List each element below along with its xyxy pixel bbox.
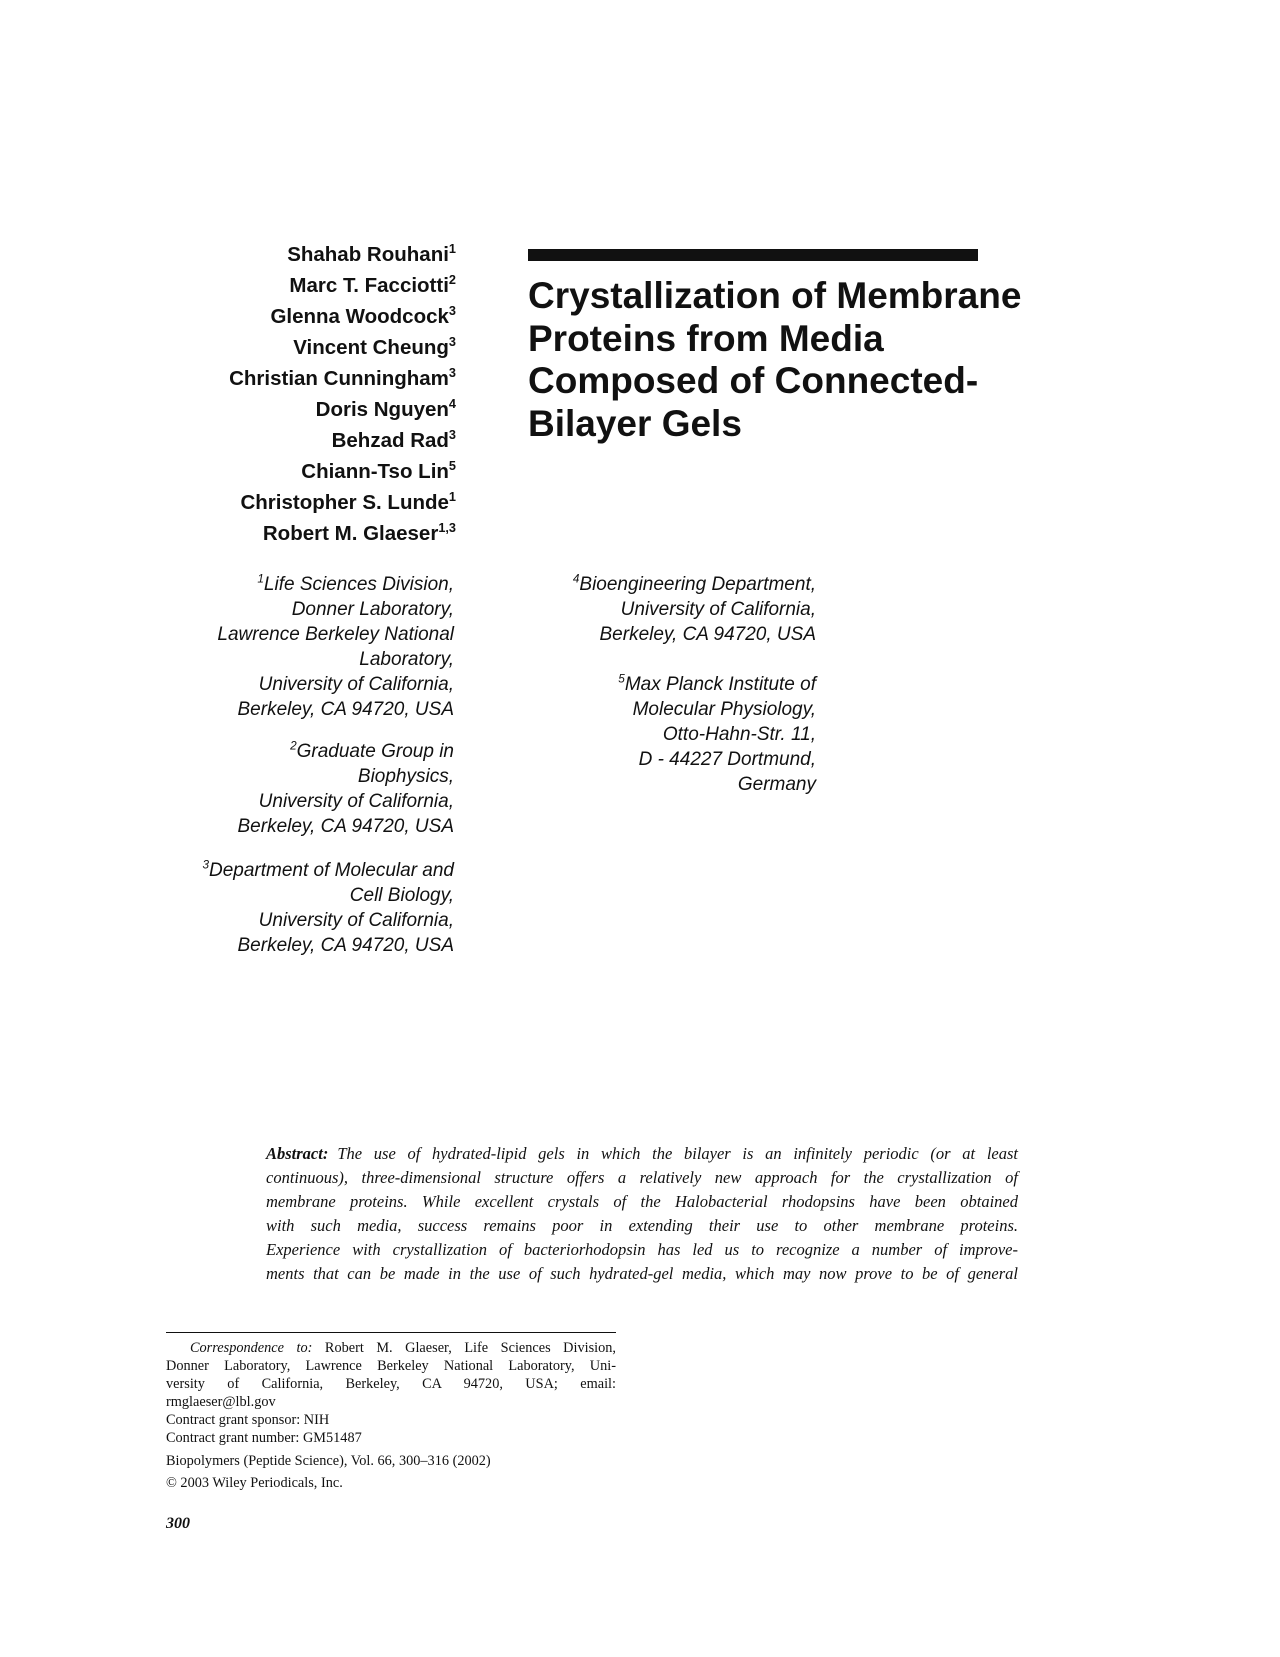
affiliation-4: $^4$Bioengineering Department, University of California, Berkeley, CA 94720, USA [572,572,816,645]
title-line: Proteins from Media [528,317,884,359]
paper-title [528,275,1088,445]
abstract-line: ments that can be made in the use of such hydrated-gel media, which may now prove to be of general [266,1264,1018,1283]
affiliation-1: $^1$Life Sciences Division, Donner Laboratory, Lawrence Berkeley National Laboratory, University of California, Berkeley, CA 94720, USA [217,572,454,720]
footnote-rule [166,1332,616,1333]
abstract-line: membrane proteins. While excellent crystals of the Halobacterial rhodopsins have been obtained [266,1192,1018,1211]
title-rule [528,249,978,261]
abstract-line: with such media, success remains poor in extending their use to other membrane proteins. [266,1216,1018,1235]
copyright: © 2003 Wiley Periodicals, Inc. [166,1475,343,1491]
abstract [266,1142,1018,1286]
abstract-label: Abstract: [266,1144,329,1163]
author: Behzad Rad$^3$ [331,427,456,452]
author: Marc T. Facciotti$^2$ [289,272,456,297]
author: Glenna Woodcock$^3$ [270,303,456,328]
author: Chiann-Tso Lin$^5$ [301,458,456,483]
affiliation-3: $^3$Department of Molecular and Cell Biology, University of California, Berkeley, CA 94720, USA [202,858,454,956]
page-number: 300 [166,1515,190,1532]
author-list [150,239,456,549]
abstract-line: continuous), three-dimensional structure offers a relatively new approach for the crystallization of [266,1168,1018,1187]
affiliation-5: $^5$Max Planck Institute of Molecular Physiology, Otto-Hahn-Str. 11, D - 44227 Dortmund, Germany [618,672,816,795]
title-line: Composed of Connected- [528,360,979,401]
title-line: Bilayer Gels [528,402,742,444]
author: Vincent Cheung$^3$ [293,334,456,359]
author: Christian Cunningham$^3$ [229,365,456,390]
abstract-line: Abstract: The use of hydrated-lipid gels in which the bilayer is an infinitely periodic (or at least [266,1144,1018,1163]
title-line: Crystallization of Membrane [528,275,1022,316]
abstract-line: Experience with crystallization of bacteriorhodopsin has led us to recognize a number of improve- [266,1240,1018,1259]
author: Christopher S. Lunde$^1$ [240,489,456,514]
author: Doris Nguyen$^4$ [315,396,456,421]
author: Shahab Rouhani$^1$ [287,241,456,266]
author: Robert M. Glaeser$^{1,3}$ [262,520,456,545]
affiliation-2: $^2$Graduate Group in Biophysics, University of California, Berkeley, CA 94720, USA [237,739,454,837]
journal-citation: Biopolymers (Peptide Science), Vol. 66, 300–316 (2002) [166,1453,491,1469]
correspondence-footnote: Correspondence to: Robert M. Glaeser, Life Sciences Division, Donner Laboratory, Lawrence Berkeley National Laboratory, Uni- versity of California, Berkeley, CA 94720, USA; email: rmglaeser@lbl.gov Contract grant sponsor: NIH Contract grant number: GM51487 Biopolymers (Peptide Science), Vol. 66, 300–316 (2002) © 2003 Wiley Periodicals, Inc. [166,1340,616,1491]
